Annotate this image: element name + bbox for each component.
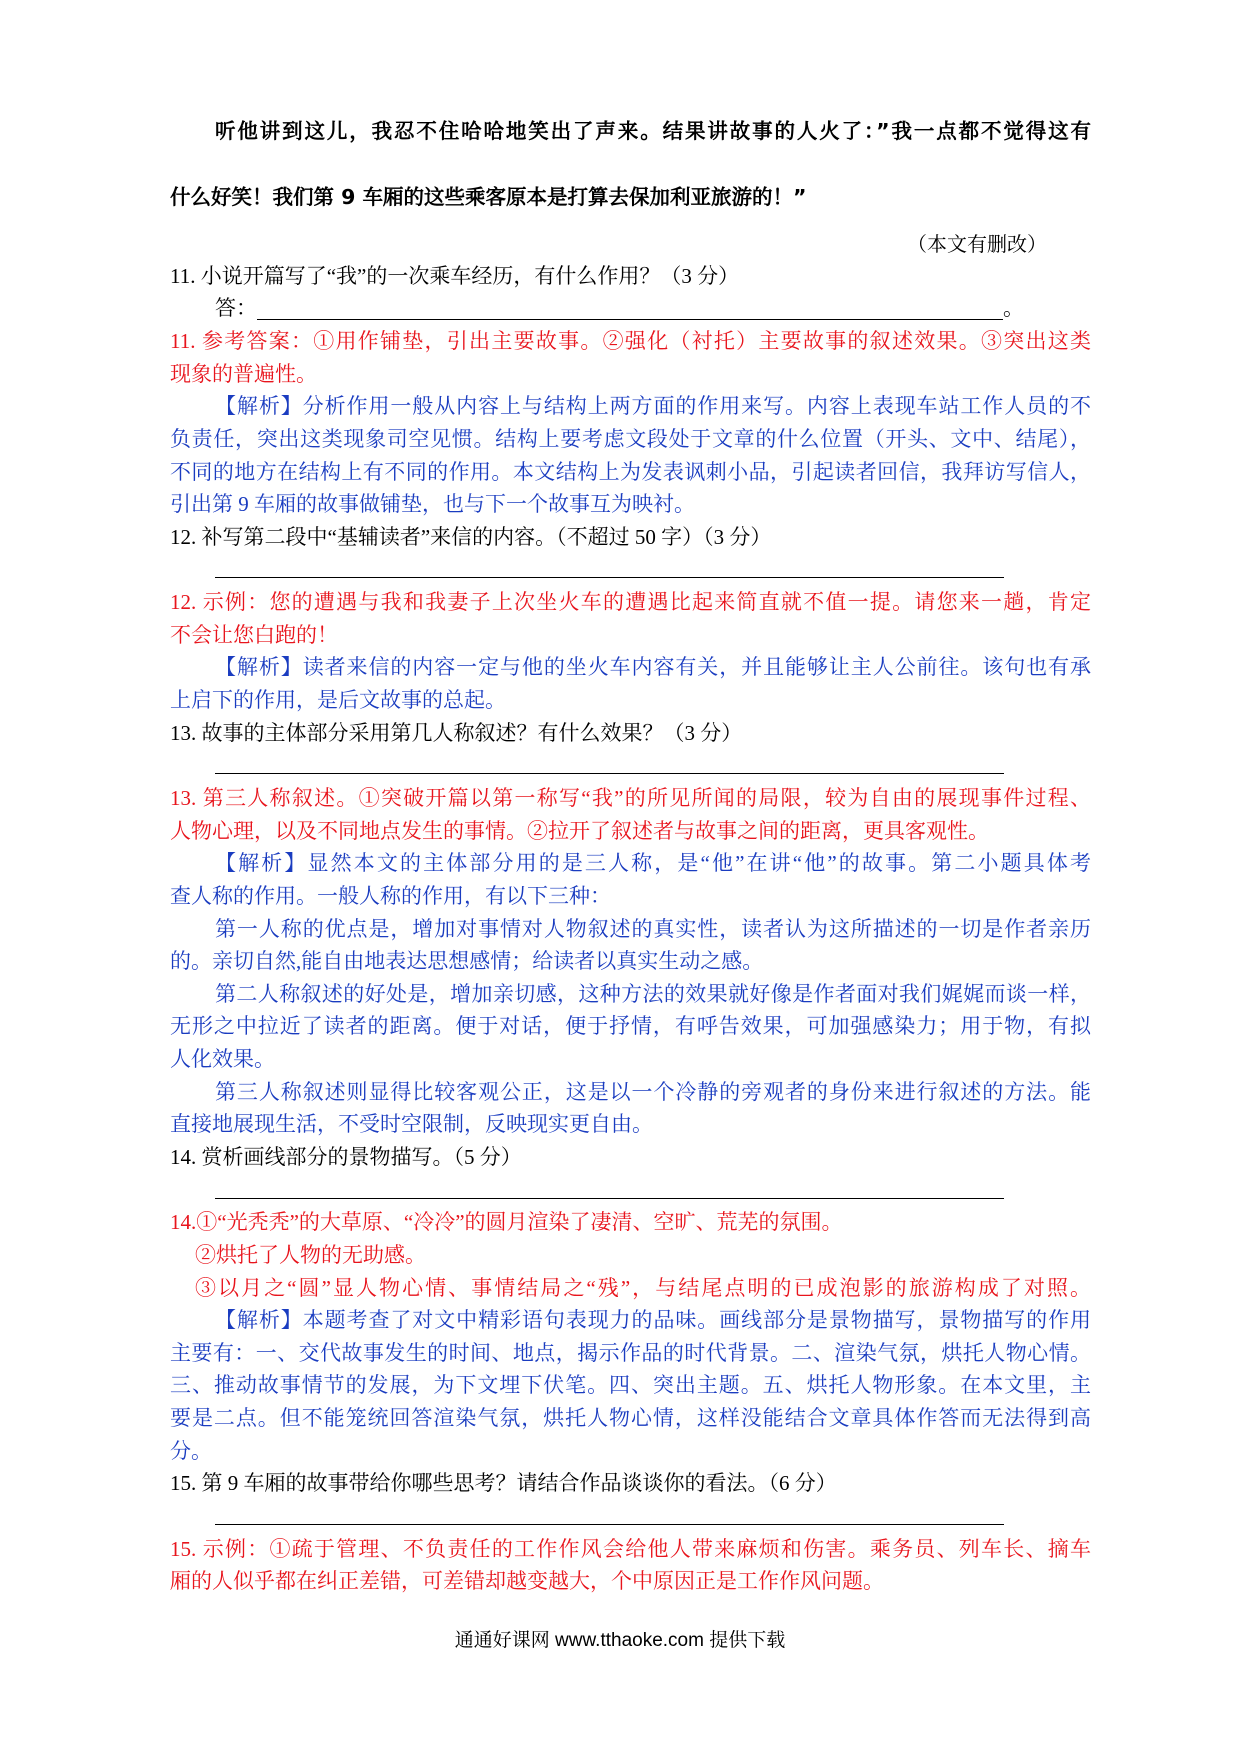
analysis-13-line: 无形之中拉近了读者的距离。便于对话，便于抒情，有呼告效果，可加强感染力；用于物，有拟 [170,1014,1091,1039]
analysis-13-line: 第二人称叙述的好处是，增加亲切感，这种方法的效果就好像是作者面对我们娓娓而谈一样， [215,981,1091,1006]
analysis-11-line: 不同的地方在结构上有不同的作用。本文结构上为发表讽刺小品，引起读者回信，我拜访写信人， [170,459,1091,484]
question-section [170,260,1091,1598]
answer-label: 答： [215,296,257,321]
question-12: 12. 补写第二段中“基辅读者”来信的内容。（不超过 50 字）（3 分） [170,524,772,549]
analysis-14-line: 【解析】本题考查了对文中精彩语句表现力的品味。画线部分是景物描写，景物描写的作用 [215,1308,1091,1333]
question-15: 15. 第 9 车厢的故事带给你哪些思考？请结合作品谈谈你的看法。（6 分） [170,1471,837,1496]
answer-12-line: 不会让您白跑的！ [170,622,338,647]
analysis-14-line: 主要有：一、交代故事发生的时间、地点，揭示作品的时代背景。二、渲染气氛，烘托人物心情。 [170,1340,1091,1365]
answer-blank [257,305,1003,320]
analysis-14-line: 分。 [170,1438,212,1463]
analysis-14-line: 要是二点。但不能笼统回答渲染气氛，烘托人物心情，这样没能结合文章具体作答而无法得到高 [170,1406,1091,1431]
answer-blank-line [170,1500,1091,1533]
footer-credit: 通通好课网 www.tthaoke.com 提供下载 [454,1630,786,1651]
analysis-14-line: 三、推动故事情节的发展，为下文埋下伏笔。四、突出主题。五、烘托人物形象。在本文里，主 [170,1373,1091,1398]
answer-11-line: 现象的普遍性。 [170,361,317,386]
answer-14-line: 14.①“光秃秃”的大草原、“冷冷”的圆月渲染了凄清、空旷、荒芜的氛围。 [170,1210,843,1235]
answer-15-line: 15. 示例：①疏于管理、不负责任的工作作风会给他人带来麻烦和伤害。乘务员、列车长、摘车 [170,1536,1091,1561]
analysis-13-line: 第三人称叙述则显得比较客观公正，这是以一个冷静的旁观者的身份来进行叙述的方法。能 [215,1079,1091,1104]
question-11: 11. 小说开篇写了“我”的一次乘车经历，有什么作用？（3 分） [170,263,740,288]
answer-end-mark: 。 [1003,296,1024,321]
passage-line: 什么好笑！我们第 9 车厢的这些乘客原本是打算去保加利亚旅游的！” [170,185,807,209]
answer-rule [215,773,1004,774]
answer-rule [215,577,1004,578]
answer-blank-line [170,749,1091,782]
answer-13-line: 13. 第三人称叙述。①突破开篇以第一称写“我”的所见所闻的局限，较为自由的展现事件过程、 [170,785,1091,810]
analysis-12-line: 上启下的作用，是后文故事的总起。 [170,688,506,713]
answer-11-line: 11. 参考答案：①用作铺垫，引出主要故事。②强化（衬托）主要故事的叙述效果。③突出这类 [170,328,1091,353]
analysis-11-line: 【解析】分析作用一般从内容上与结构上两方面的作用来写。内容上表现车站工作人员的不 [215,394,1091,419]
analysis-13-line: 查人称的作用。一般人称的作用，有以下三种： [170,883,611,908]
source-note: （本文有删改） [907,234,1047,256]
answer-rule [215,1198,1004,1199]
answer-line-11 [170,292,1091,325]
analysis-11-line: 负责任，突出这类现象司空见惯。结构上要考虑文段处于文章的什么位置（开头、文中、结尾）， [170,426,1091,451]
answer-blank-line [170,553,1091,586]
answer-blank-line [170,1174,1091,1207]
answer-15-line: 厢的人似乎都在纠正差错，可差错却越变越大，个中原因正是工作作风问题。 [170,1569,884,1594]
analysis-13-line: 人化效果。 [170,1047,275,1072]
analysis-12-line: 【解析】读者来信的内容一定与他的坐火车内容有关，并且能够让主人公前往。该句也有承 [215,655,1091,680]
analysis-13-line: 【解析】显然本文的主体部分用的是三人称，是“他”在讲“他”的故事。第二小题具体考 [215,851,1091,876]
answer-rule [215,1524,1004,1525]
question-14: 14. 赏析画线部分的景物描写。（5 分） [170,1144,522,1169]
passage-line: 听他讲到这儿，我忍不住哈哈地笑出了声来。结果讲故事的人火了：”我一点都不觉得这有 [215,119,1091,143]
analysis-11-line: 引出第 9 车厢的故事做铺垫，也与下一个故事互为映衬。 [170,492,695,517]
answer-14-line: ③以月之“圆”显人物心情、事情结局之“残”，与结尾点明的已成泡影的旅游构成了对照。 [195,1275,1091,1300]
analysis-13-line: 的。亲切自然,能自由地表达思想感情；给读者以真实生动之感。 [170,949,764,974]
answer-14-line: ②烘托了人物的无助感。 [195,1242,426,1267]
question-13: 13. 故事的主体部分采用第几人称叙述？有什么效果？（3 分） [170,720,743,745]
answer-12-line: 12. 示例：您的遭遇与我和我妻子上次坐火车的遭遇比起来简直就不值一提。请您来一趟，肯定 [170,590,1091,615]
analysis-13-line: 第一人称的优点是，增加对事情对人物叙述的真实性，读者认为这所描述的一切是作者亲历 [215,916,1091,941]
answer-13-line: 人物心理，以及不同地点发生的事情。②拉开了叙述者与故事之间的距离，更具客观性。 [170,818,989,843]
analysis-13-line: 直接地展现生活，不受时空限制，反映现实更自由。 [170,1112,653,1137]
